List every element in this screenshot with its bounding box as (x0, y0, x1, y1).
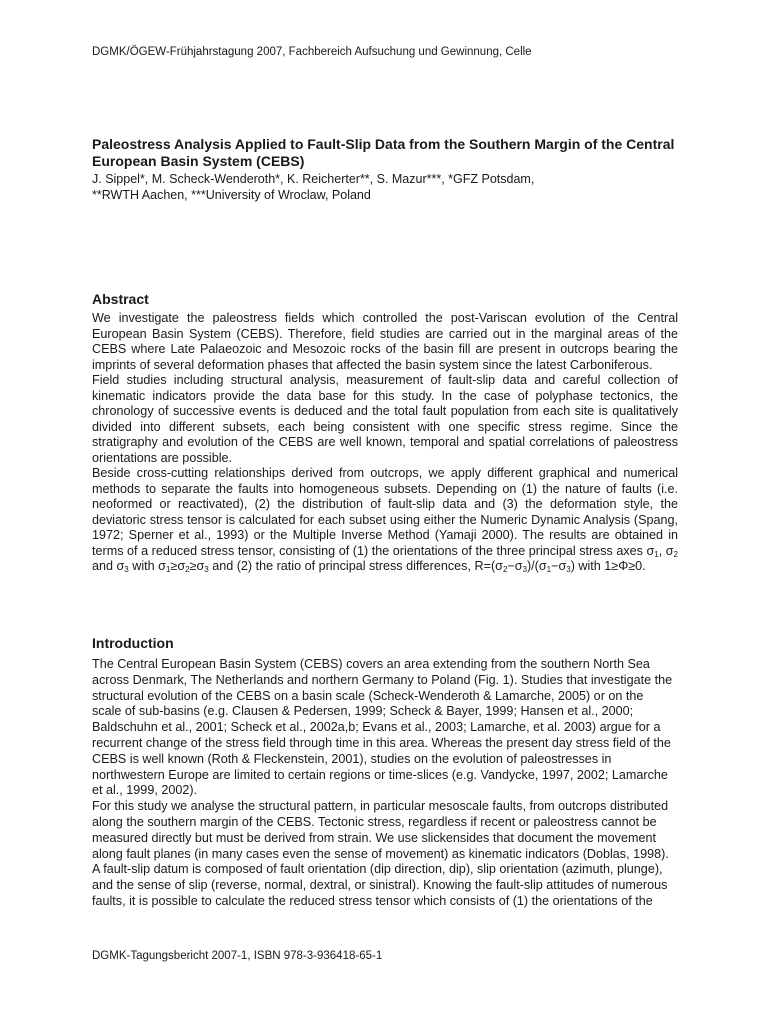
subscript: 2 (673, 549, 678, 559)
subscript: 1 (654, 549, 659, 559)
text-fragment: ) with 1≥Φ≥0. (570, 559, 646, 573)
sigma-symbol: σ (646, 543, 655, 558)
author-block (92, 171, 684, 203)
introduction-paragraph-1: The Central European Basin System (CEBS) covers an area extending from the southern North Sea across Denmark, The Netherlands and northern Germany to Poland (Fig. 1). Studies that investigate the structural evolution of the CEBS on a basin scale (Scheck-Wenderoth & Lamarche, 2005) or on the scale of sub-basins (e.g. Clausen & Pedersen, 1999; Scheck & Bayer, 1999; Hansen et al., 2000; Baldschuhn et al., 2001; Scheck et al., 2002a,b; Evans et al., 2003; Lamarche, et al. 2003) argue for a recurrent change of the stress field through time in this area. Whereas the present day stress field of the CEBS is well known (Roth & Fleckenstein, 2001), studies on the evolution of paleostresses in northwestern Europe are limited to certain regions or time-slices (e.g. Vandycke, 1997, 2002; Lamarche et al., 1999, 2002). (92, 657, 673, 798)
text-fragment: =( (483, 559, 496, 573)
text-fragment: − (551, 559, 559, 573)
text-fragment: , (658, 543, 666, 558)
sigma-symbol: σ (495, 559, 503, 573)
text-fragment: )/( (526, 559, 539, 573)
running-footer: DGMK-Tagungsbericht 2007-1, ISBN 978-3-936418-65-1 (92, 950, 383, 962)
subscript: 3 (522, 565, 527, 574)
sigma-symbol: σ (158, 559, 166, 573)
introduction-paragraph-2: For this study we analyse the structural pattern, in particular mesoscale faults, from outcrops distributed along the southern margin of the CEBS. Tectonic stress, regardless if recent or paleostress cannot be measured directly but must be derived from strain. We use slickensides that document the movement along fault planes (in many cases even the sense of movement) as kinematic indicators (Doblas, 1998). A fault-slip datum is composed of fault orientation (dip direction, dip), slip orientation (azimuth, plunge), and the sense of slip (reverse, normal, dextral, or sinistral). Knowing the fault-slip attitudes of numerous faults, it is possible to calculate the reduced stress tensor which consists of (1) the orientations of the (92, 799, 669, 908)
subscript: 3 (204, 565, 209, 574)
abstract-heading: Abstract (92, 291, 149, 307)
sigma-symbol: σ (665, 543, 674, 558)
abstract-body (92, 311, 678, 575)
running-header: DGMK/ÖGEW-Frühjahrstagung 2007, Fachbereich Aufsuchung und Gewinnung, Celle (92, 46, 532, 58)
introduction-heading: Introduction (92, 635, 174, 651)
subscript: 1 (165, 565, 171, 574)
subscript: 3 (124, 565, 129, 574)
abstract-paragraph-2: Field studies including structural analysis, measurement of fault-slip data and careful collection of kinematic indicators provide the data base for this study. In the case of polyphase tectonics, the chronology of successive events is deduced and the total fault population from each site is qualitatively divided into different subsets, each being consistent with one specific stress regime. Since the stratigraphy and evolution of the CEBS are well known, temporal and spatial correlations of paleostress orientations are possible. (92, 373, 678, 465)
abstract-paragraph-1: We investigate the paleostress fields which controlled the post-Variscan evolution of the Central European Basin System (CEBS). Therefore, field studies are carried out in the marginal areas of the CEBS where Late Palaeozoic and Mesozoic rocks of the basin fill are present in outcrops bearing the imprints of several deformation phases that affected the basin system since the latest Carboniferous. (92, 311, 678, 372)
sigma-symbol: σ (196, 559, 205, 573)
abstract-p3-text: Beside cross-cutting relationships derived from outcrops, we apply different graphical and numerical methods to separate the faults into homogeneous subsets. Depending on (1) the nature of faults (i.e. neoformed or reactivated), (2) the distribution of fault-slip data and (3) the deformation style, the deviatoric stress tensor is calculated for each subset using either the Numeric Dynamic Analysis (Spang, 1972; Sperner et al., 1993) or the Multiple Inverse Method (Yamaji 2000). The results are obtained in terms of a reduced stress tensor, consisting of (1) the orientations of the three principal stress axes (92, 466, 678, 558)
abstract-paragraph-3 (92, 466, 678, 575)
sigma-symbol: σ (538, 559, 547, 573)
text-fragment: ≥ (170, 559, 178, 573)
ratio-symbol: R (474, 559, 484, 573)
sigma-symbol: σ (514, 559, 523, 573)
subscript: 1 (546, 565, 552, 574)
sigma-symbol: σ (558, 559, 567, 573)
authors-line-1: J. Sippel*, M. Scheck-Wenderoth*, K. Reicherter**, S. Mazur***, *GFZ Potsdam, (92, 172, 535, 186)
introduction-body (92, 657, 674, 910)
text-fragment: with (128, 559, 159, 573)
sigma-symbol: σ (177, 559, 186, 573)
text-fragment: ≥ (189, 559, 197, 573)
text-fragment: and (2) the ratio of principal stress differences, (208, 559, 475, 573)
subscript: 2 (502, 565, 508, 574)
paper-title: Paleostress Analysis Applied to Fault-Slip Data from the Southern Margin of the Central European Basin System (CEBS) (92, 136, 675, 169)
subscript: 2 (185, 565, 190, 574)
text-fragment: − (507, 559, 515, 573)
sigma-symbol: σ (116, 559, 125, 573)
text-fragment: and (92, 559, 117, 573)
subscript: 3 (566, 565, 571, 574)
authors-line-2: **RWTH Aachen, ***University of Wroclaw, Poland (92, 188, 371, 202)
